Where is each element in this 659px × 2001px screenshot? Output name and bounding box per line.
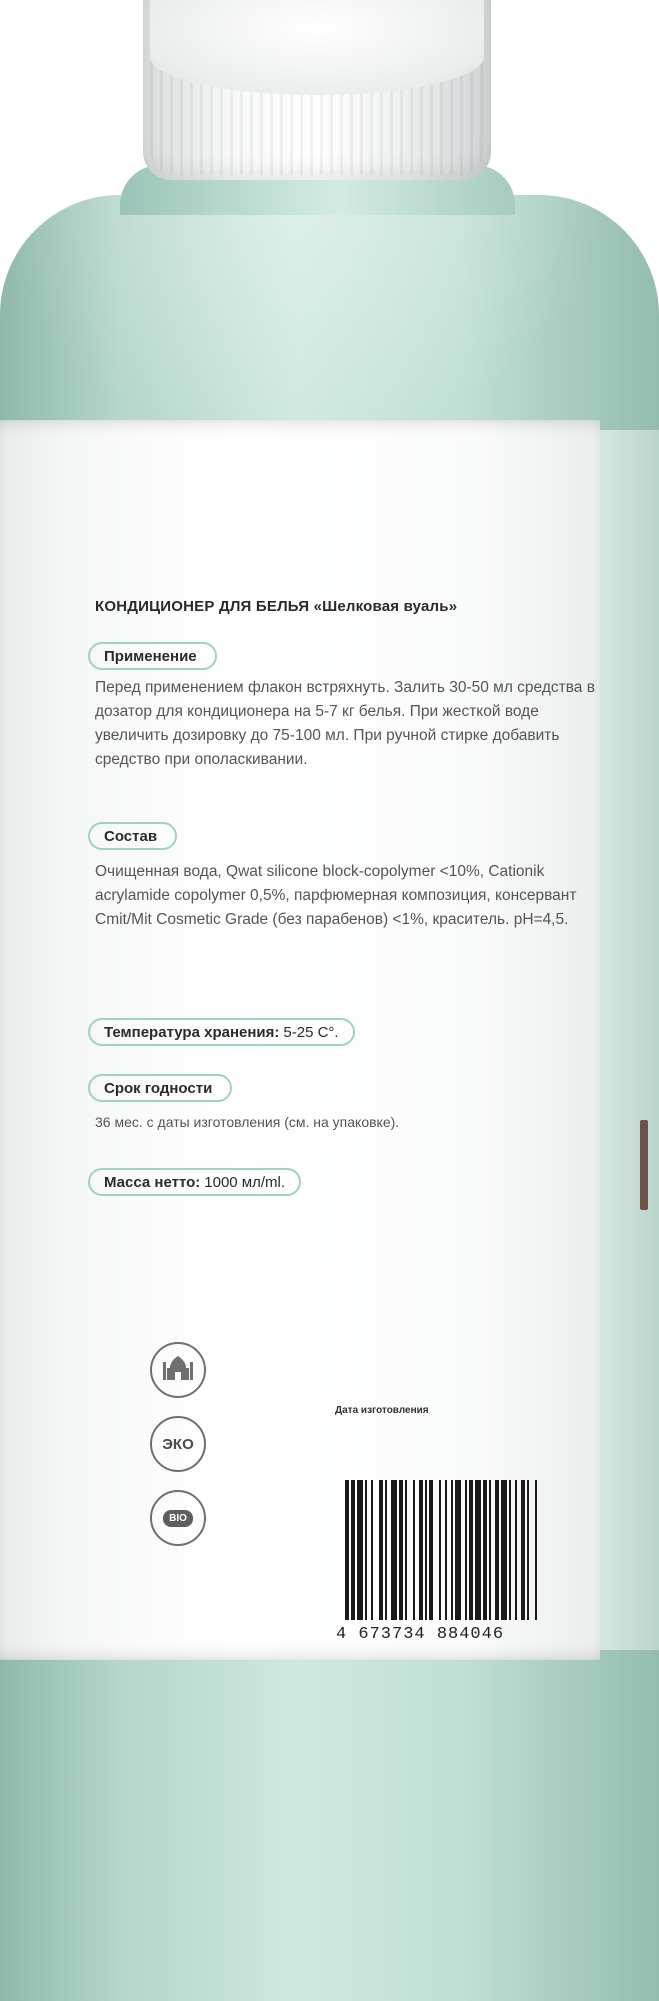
barcode-bar [445,1480,447,1620]
net-weight-heading [88,1168,301,1196]
barcode-bar [425,1480,427,1620]
shelf-life-heading-text: Срок годности [104,1079,213,1097]
application-text: Перед применением флакон встряхнуть. Залить 30-50 мл средства в дозатор для кондиционера на 5-7 кг белья. При жесткой воде увеличить дозировку до 75-100 мл. При ручной стирке добавить средство при ополаскивании. [95,679,595,768]
net-weight-value: 1000 мл/ml. [204,1173,286,1191]
barcode-bar [483,1480,487,1620]
barcode-bar [515,1480,517,1620]
barcode-bar [429,1480,433,1620]
net-weight-heading-text: Масса нетто: [104,1173,201,1191]
composition-heading-text: Состав [104,827,158,845]
barcode-bar [345,1480,349,1620]
barcode-bar [351,1480,355,1620]
barcode-bar [365,1480,367,1620]
application-heading-text: Применение [104,647,197,665]
barcode-bar [419,1480,423,1620]
shelf-life-heading [88,1074,232,1102]
mosque-icon [158,1350,198,1390]
bio-badge-text: BIO [163,1510,193,1527]
barcode-bar [527,1480,529,1620]
barcode-bar [521,1480,525,1620]
barcode-bar [379,1480,383,1620]
storage-heading [88,1018,355,1046]
barcode-bar [509,1480,511,1620]
product-title: КОНДИЦИОНЕР ДЛЯ БЕЛЬЯ «Шелковая вуаль» [95,598,458,615]
barcode-bar [451,1480,453,1620]
composition-text: Очищенная вода, Qwat silicone block-copolymer <10%, Cationik acrylamide copolymer 0,5%, парфюмерная композиция, консервант Cmit/Mit Cosmetic Grade (без парабенов) <1%, краситель. pH=4,5. [95,863,577,928]
barcode-bar [489,1480,491,1620]
eko-badge-text: ЭКО [162,1435,194,1453]
eko-badge [150,1416,206,1472]
barcode-bar [405,1480,407,1620]
barcode-bar [439,1480,441,1620]
barcode-number: 4 673734 884046 [336,1625,505,1644]
barcode-bar [455,1480,461,1620]
manufacture-date-label: Дата изготовления [335,1405,429,1416]
barcode-bar [391,1480,397,1620]
barcode [343,1480,598,1620]
barcode-bar [399,1480,403,1620]
application-heading [88,642,217,670]
barcode-bar [413,1480,415,1620]
bio-badge [150,1490,206,1546]
barcode-bar [357,1480,363,1620]
label-edge-accent [640,1120,648,1210]
barcode-bar [501,1480,507,1620]
barcode-bar [475,1480,481,1620]
barcode-bar [495,1480,499,1620]
barcode-bar [385,1480,387,1620]
label-edge [598,430,659,1650]
cap-top [150,0,484,95]
storage-value: 5-25 С°. [283,1023,339,1041]
composition-heading [88,822,177,850]
barcode-bar [469,1480,473,1620]
shelf-life-text: 36 мес. с даты изготовления (см. на упаковке). [95,1114,400,1130]
halal-badge-icon [150,1342,206,1398]
storage-heading-text: Температура хранения: [104,1023,280,1041]
barcode-bar [465,1480,467,1620]
barcode-bar [371,1480,373,1620]
barcode-bar [535,1480,537,1620]
